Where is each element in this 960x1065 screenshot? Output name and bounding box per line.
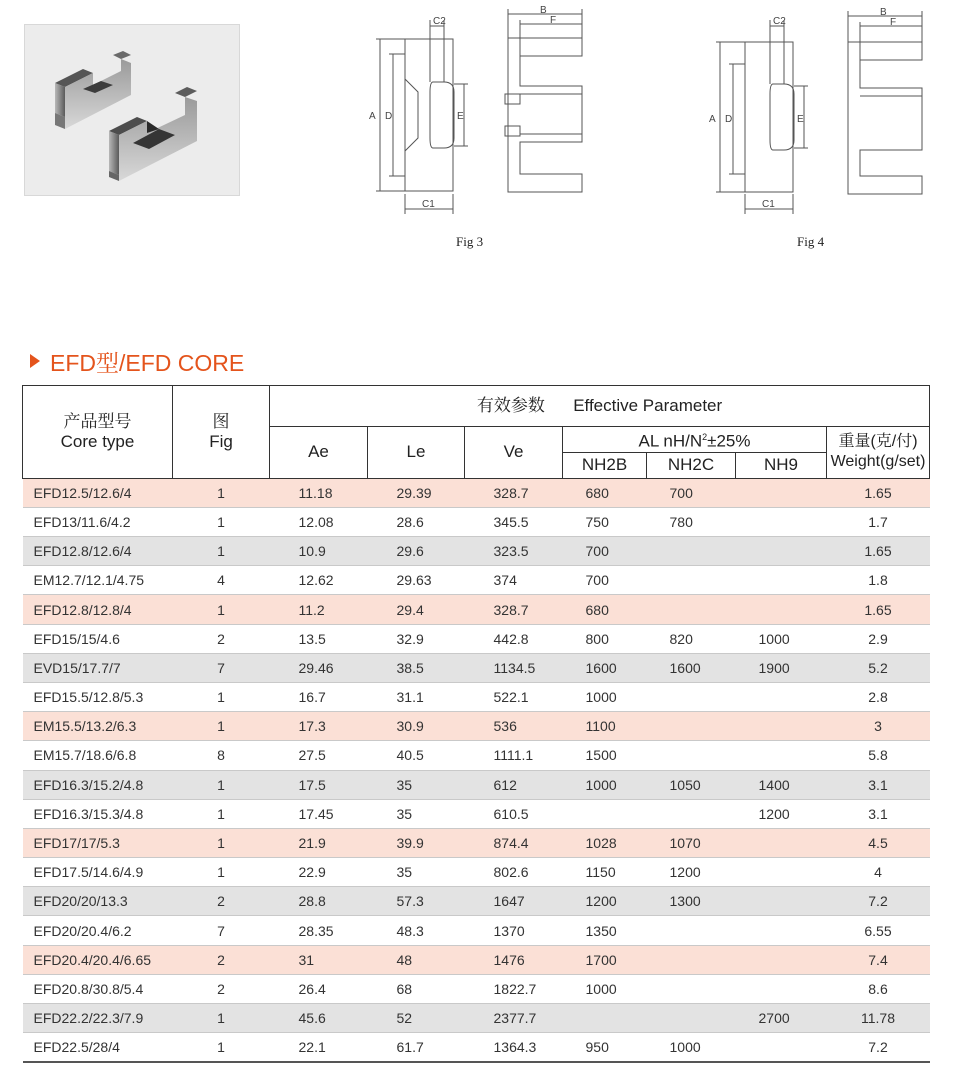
- cell-nh2c: [647, 974, 736, 1003]
- cell-ve: 323.5: [465, 537, 563, 566]
- cell-fig: 1: [173, 478, 270, 507]
- section-title-text: EFD型/EFD CORE: [50, 349, 245, 376]
- cell-nh9: [736, 537, 827, 566]
- cell-core-type: EFD20/20/13.3: [23, 887, 173, 916]
- cell-nh2c: 700: [647, 478, 736, 507]
- cell-core-type: EFD22.2/22.3/7.9: [23, 1004, 173, 1033]
- fig4-dimension-drawing: [700, 4, 940, 226]
- cell-nh9: 1400: [736, 770, 827, 799]
- cell-weight: 3.1: [827, 799, 930, 828]
- fig3-dimension-drawing: [360, 4, 600, 226]
- fig4-label-d: D: [725, 114, 733, 125]
- header-weight-cn: 重量(克/付): [838, 433, 918, 451]
- cell-nh2b: 1000: [563, 682, 647, 711]
- table-row: [23, 916, 930, 945]
- cell-fig: 4: [173, 566, 270, 595]
- cell-nh2c: 1600: [647, 653, 736, 682]
- cell-nh2b: 680: [563, 478, 647, 507]
- cell-ve: 1647: [465, 887, 563, 916]
- cell-nh2b: 800: [563, 624, 647, 653]
- cell-nh2c: [647, 595, 736, 624]
- table-header: [23, 386, 930, 479]
- cell-nh2c: 1000: [647, 1033, 736, 1063]
- cell-ve: 2377.7: [465, 1004, 563, 1033]
- cell-nh9: [736, 887, 827, 916]
- cell-ve: 345.5: [465, 507, 563, 536]
- cell-nh2b: 1100: [563, 712, 647, 741]
- cell-weight: 1.8: [827, 566, 930, 595]
- header-nh9: NH9: [736, 452, 827, 478]
- cell-fig: 2: [173, 887, 270, 916]
- cell-le: 35: [368, 858, 465, 887]
- cell-core-type: EM12.7/12.1/4.75: [23, 566, 173, 595]
- fig4-label-e: E: [797, 114, 804, 125]
- cell-core-type: EVD15/17.7/7: [23, 653, 173, 682]
- cell-ae: 11.2: [270, 595, 368, 624]
- triangle-bullet-icon: [30, 354, 40, 368]
- cell-nh2b: 1200: [563, 887, 647, 916]
- cell-ae: 11.18: [270, 478, 368, 507]
- cell-fig: 2: [173, 624, 270, 653]
- header-nh2b: NH2B: [563, 452, 647, 478]
- cell-core-type: EFD15.5/12.8/5.3: [23, 682, 173, 711]
- cell-nh2c: 1200: [647, 858, 736, 887]
- cell-nh2c: [647, 916, 736, 945]
- cell-nh2c: 1300: [647, 887, 736, 916]
- cell-ae: 22.1: [270, 1033, 368, 1063]
- header-fig-cn: 图: [212, 411, 230, 431]
- cell-ae: 28.35: [270, 916, 368, 945]
- table-row: [23, 624, 930, 653]
- table-row: [23, 712, 930, 741]
- cell-nh9: [736, 712, 827, 741]
- cell-fig: 7: [173, 916, 270, 945]
- cell-ve: 442.8: [465, 624, 563, 653]
- cell-le: 57.3: [368, 887, 465, 916]
- table-row: [23, 945, 930, 974]
- cell-ae: 12.08: [270, 507, 368, 536]
- cell-nh2b: 750: [563, 507, 647, 536]
- cell-nh2b: 1350: [563, 916, 647, 945]
- header-al-prefix: AL nH/N: [638, 431, 703, 451]
- cell-ae: 17.45: [270, 799, 368, 828]
- cell-fig: 1: [173, 858, 270, 887]
- cell-fig: 1: [173, 537, 270, 566]
- cell-nh2b: [563, 799, 647, 828]
- cell-le: 28.6: [368, 507, 465, 536]
- header-al: [563, 427, 827, 453]
- cell-nh9: 1900: [736, 653, 827, 682]
- cell-weight: 5.2: [827, 653, 930, 682]
- cell-weight: 5.8: [827, 741, 930, 770]
- fig4-label-f: F: [890, 17, 897, 28]
- cell-ve: 874.4: [465, 828, 563, 857]
- cell-core-type: EFD16.3/15.2/4.8: [23, 770, 173, 799]
- cell-core-type: EFD13/11.6/4.2: [23, 507, 173, 536]
- table-row: [23, 478, 930, 507]
- cell-weight: 6.55: [827, 916, 930, 945]
- cell-core-type: EFD20.4/20.4/6.65: [23, 945, 173, 974]
- cell-core-type: EFD12.8/12.6/4: [23, 537, 173, 566]
- cell-nh2c: [647, 537, 736, 566]
- table-row: [23, 595, 930, 624]
- cell-ve: 328.7: [465, 478, 563, 507]
- efd-core-pair-image: [25, 25, 239, 195]
- cell-nh2b: 700: [563, 537, 647, 566]
- cell-core-type: EM15.7/18.6/6.8: [23, 741, 173, 770]
- cell-core-type: EFD17/17/5.3: [23, 828, 173, 857]
- cell-nh2b: [563, 1004, 647, 1033]
- cell-core-type: EFD22.5/28/4: [23, 1033, 173, 1063]
- cell-weight: 1.65: [827, 595, 930, 624]
- cell-core-type: EFD15/15/4.6: [23, 624, 173, 653]
- header-core-type-cn: 产品型号: [63, 411, 132, 431]
- cell-ae: 28.8: [270, 887, 368, 916]
- cell-fig: 8: [173, 741, 270, 770]
- header-ve: Ve: [465, 427, 563, 479]
- cell-ae: 29.46: [270, 653, 368, 682]
- cell-core-type: EFD17.5/14.6/4.9: [23, 858, 173, 887]
- cell-fig: 7: [173, 653, 270, 682]
- header-nh2c: NH2C: [647, 452, 736, 478]
- cell-nh9: [736, 1033, 827, 1063]
- cell-core-type: EM15.5/13.2/6.3: [23, 712, 173, 741]
- cell-fig: 1: [173, 1033, 270, 1063]
- header-weight-en: Weight(g/set): [830, 453, 926, 471]
- header-ae: Ae: [270, 427, 368, 479]
- cell-nh9: 1200: [736, 799, 827, 828]
- table-row: [23, 537, 930, 566]
- cell-fig: 1: [173, 1004, 270, 1033]
- cell-le: 39.9: [368, 828, 465, 857]
- fig3-label-e: E: [457, 111, 464, 122]
- cell-le: 48: [368, 945, 465, 974]
- cell-ae: 31: [270, 945, 368, 974]
- header-le: Le: [368, 427, 465, 479]
- header-core-type-en: Core type: [60, 431, 135, 451]
- cell-nh2b: 680: [563, 595, 647, 624]
- cell-fig: 2: [173, 945, 270, 974]
- cell-le: 52: [368, 1004, 465, 1033]
- fig4-label-b: B: [880, 7, 887, 18]
- section-title: [30, 346, 244, 376]
- cell-nh9: [736, 945, 827, 974]
- cell-nh2b: 1600: [563, 653, 647, 682]
- cell-ve: 1476: [465, 945, 563, 974]
- cell-nh9: 2700: [736, 1004, 827, 1033]
- table-row: [23, 1033, 930, 1063]
- cell-core-type: EFD20.8/30.8/5.4: [23, 974, 173, 1003]
- cell-fig: 1: [173, 828, 270, 857]
- table-row: [23, 1004, 930, 1033]
- cell-nh9: [736, 916, 827, 945]
- fig4-label-c2: C2: [773, 16, 786, 27]
- cell-ae: 10.9: [270, 537, 368, 566]
- header-al-suffix: ±25%: [707, 431, 751, 451]
- table-row: [23, 858, 930, 887]
- cell-weight: 2.8: [827, 682, 930, 711]
- table-row: [23, 682, 930, 711]
- fig3-label-b: B: [540, 5, 547, 16]
- cell-ae: 26.4: [270, 974, 368, 1003]
- cell-ve: 610.5: [465, 799, 563, 828]
- cell-nh2c: [647, 566, 736, 595]
- table-row: [23, 507, 930, 536]
- cell-le: 35: [368, 770, 465, 799]
- cell-fig: 2: [173, 974, 270, 1003]
- fig4-caption: Fig 4: [797, 234, 825, 249]
- cell-nh9: [736, 507, 827, 536]
- cell-weight: 2.9: [827, 624, 930, 653]
- cell-ve: 1111.1: [465, 741, 563, 770]
- cell-nh9: [736, 974, 827, 1003]
- cell-weight: 1.7: [827, 507, 930, 536]
- cell-le: 29.39: [368, 478, 465, 507]
- table-body: [23, 478, 930, 1062]
- cell-le: 30.9: [368, 712, 465, 741]
- fig4-label-c1: C1: [762, 199, 775, 210]
- cell-nh2c: 1050: [647, 770, 736, 799]
- cell-ve: 1370: [465, 916, 563, 945]
- cell-nh2c: [647, 682, 736, 711]
- cell-weight: 1.65: [827, 478, 930, 507]
- cell-le: 68: [368, 974, 465, 1003]
- cell-ve: 1822.7: [465, 974, 563, 1003]
- cell-ae: 17.3: [270, 712, 368, 741]
- cell-core-type: EFD12.5/12.6/4: [23, 478, 173, 507]
- cell-nh2b: 1028: [563, 828, 647, 857]
- cell-ve: 374: [465, 566, 563, 595]
- cell-ve: 536: [465, 712, 563, 741]
- cell-ae: 27.5: [270, 741, 368, 770]
- cell-nh2c: 780: [647, 507, 736, 536]
- cell-fig: 1: [173, 682, 270, 711]
- cell-nh2c: 820: [647, 624, 736, 653]
- cell-weight: 1.65: [827, 537, 930, 566]
- cell-ae: 13.5: [270, 624, 368, 653]
- cell-le: 29.63: [368, 566, 465, 595]
- cell-ve: 1134.5: [465, 653, 563, 682]
- cell-nh2c: [647, 799, 736, 828]
- fig4-label-a: A: [709, 114, 716, 125]
- cell-weight: 3: [827, 712, 930, 741]
- fig3-label-a: A: [369, 111, 376, 122]
- cell-le: 61.7: [368, 1033, 465, 1063]
- cell-weight: 7.2: [827, 1033, 930, 1063]
- cell-weight: 11.78: [827, 1004, 930, 1033]
- cell-core-type: EFD12.8/12.8/4: [23, 595, 173, 624]
- table-row: [23, 974, 930, 1003]
- cell-weight: 7.4: [827, 945, 930, 974]
- fig3-label-d: D: [385, 111, 393, 122]
- cell-le: 40.5: [368, 741, 465, 770]
- fig3-label-f: F: [550, 15, 557, 26]
- cell-le: 32.9: [368, 624, 465, 653]
- cell-nh2b: 1700: [563, 945, 647, 974]
- fig3-label-c1: C1: [422, 199, 435, 210]
- header-fig-en: Fig: [209, 431, 233, 451]
- cell-nh2b: 950: [563, 1033, 647, 1063]
- cell-nh9: [736, 682, 827, 711]
- cell-le: 38.5: [368, 653, 465, 682]
- cell-core-type: EFD20/20.4/6.2: [23, 916, 173, 945]
- cell-nh2b: 700: [563, 566, 647, 595]
- cell-le: 29.4: [368, 595, 465, 624]
- efd-core-spec-table: [22, 385, 930, 1063]
- header-effective-parameter: [270, 386, 930, 427]
- cell-nh2b: 1000: [563, 974, 647, 1003]
- cell-ae: 22.9: [270, 858, 368, 887]
- cell-nh2c: [647, 712, 736, 741]
- cell-ae: 21.9: [270, 828, 368, 857]
- cell-le: 48.3: [368, 916, 465, 945]
- cell-nh9: [736, 478, 827, 507]
- header-fig: [173, 386, 270, 479]
- cell-le: 29.6: [368, 537, 465, 566]
- header-effective-cn: 有效参数: [476, 396, 545, 415]
- cell-ve: 328.7: [465, 595, 563, 624]
- fig3-caption: Fig 3: [456, 234, 484, 249]
- cell-fig: 1: [173, 770, 270, 799]
- header-core-type: [23, 386, 173, 479]
- table-row: [23, 887, 930, 916]
- cell-fig: 1: [173, 595, 270, 624]
- cell-nh2b: 1500: [563, 741, 647, 770]
- header-effective-en: Effective Parameter: [573, 396, 723, 415]
- cell-nh2b: 1000: [563, 770, 647, 799]
- cell-weight: 4.5: [827, 828, 930, 857]
- core-product-photo: [24, 24, 240, 196]
- cell-fig: 1: [173, 507, 270, 536]
- cell-ae: 17.5: [270, 770, 368, 799]
- cell-nh2c: [647, 1004, 736, 1033]
- cell-ae: 45.6: [270, 1004, 368, 1033]
- cell-ae: 16.7: [270, 682, 368, 711]
- cell-ve: 802.6: [465, 858, 563, 887]
- cell-nh9: [736, 566, 827, 595]
- cell-fig: 1: [173, 712, 270, 741]
- table-row: [23, 770, 930, 799]
- header-al-sup: 2: [702, 432, 708, 442]
- cell-core-type: EFD16.3/15.3/4.8: [23, 799, 173, 828]
- cell-fig: 1: [173, 799, 270, 828]
- fig3-label-c2: C2: [433, 16, 446, 27]
- cell-nh2b: 1150: [563, 858, 647, 887]
- cell-weight: 4: [827, 858, 930, 887]
- cell-nh9: [736, 741, 827, 770]
- cell-nh9: [736, 595, 827, 624]
- cell-nh2c: [647, 945, 736, 974]
- cell-nh9: 1000: [736, 624, 827, 653]
- cell-ae: 12.62: [270, 566, 368, 595]
- cell-weight: 8.6: [827, 974, 930, 1003]
- cell-nh2c: 1070: [647, 828, 736, 857]
- cell-le: 31.1: [368, 682, 465, 711]
- table-row: [23, 741, 930, 770]
- cell-weight: 7.2: [827, 887, 930, 916]
- table-row: [23, 566, 930, 595]
- cell-ve: 522.1: [465, 682, 563, 711]
- cell-le: 35: [368, 799, 465, 828]
- cell-ve: 1364.3: [465, 1033, 563, 1063]
- cell-ve: 612: [465, 770, 563, 799]
- table-row: [23, 799, 930, 828]
- table-row: [23, 653, 930, 682]
- table-row: [23, 828, 930, 857]
- cell-weight: 3.1: [827, 770, 930, 799]
- header-weight: [827, 427, 930, 479]
- cell-nh9: [736, 858, 827, 887]
- cell-nh9: [736, 828, 827, 857]
- cell-nh2c: [647, 741, 736, 770]
